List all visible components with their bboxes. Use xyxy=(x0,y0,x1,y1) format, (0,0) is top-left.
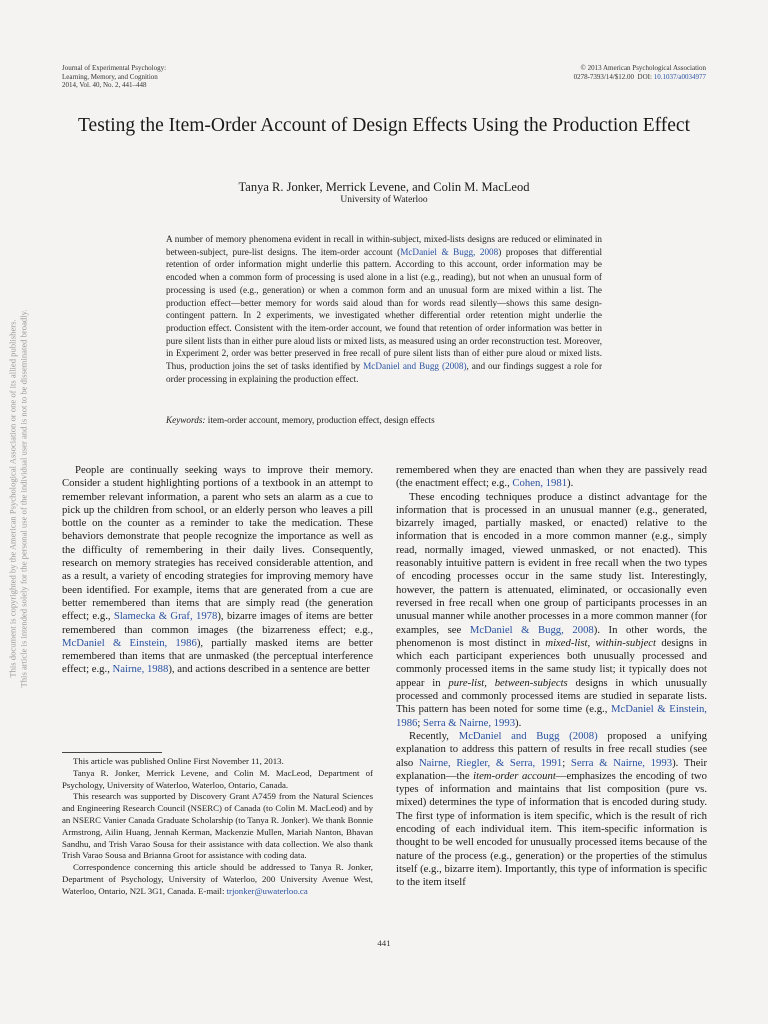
citation-link[interactable]: Serra & Nairne, 1993 xyxy=(423,716,516,729)
citation-link[interactable]: McDaniel & Einstein, 1986 xyxy=(396,703,707,729)
body-text: ), and actions described in a sentence are better xyxy=(168,663,370,676)
footnote-text: Correspondence concerning this article should be addressed to Tanya R. Jonker, Department of Psychology, University of Waterloo, 200 University Avenue West, Waterloo, Ontario, N2L 3G1, Canada. E-mail: xyxy=(62,862,373,896)
body-text: ). xyxy=(515,716,522,729)
body-column-left xyxy=(62,464,373,677)
body-text: ), bizarre images of items are better remembered than common images (the bizarreness effect; e.g., xyxy=(62,610,373,636)
body-paragraph xyxy=(396,491,707,730)
body-paragraph xyxy=(396,730,707,890)
copyright-notice-line: This article is intended solely for the personal use of the individual user and is not to be disseminated broadly. xyxy=(18,309,28,688)
body-text: proposed a unifying explanation to address this pattern of results in free recall studies (see also xyxy=(396,729,707,769)
body-column-right xyxy=(396,464,707,890)
citation-link[interactable]: McDaniel and Bugg (2008) xyxy=(363,361,467,372)
body-text: ). xyxy=(567,477,574,490)
abstract xyxy=(166,233,602,385)
citation-link[interactable]: Slamecka & Graf, 1978 xyxy=(113,610,218,623)
citation-link[interactable]: Serra & Nairne, 1993 xyxy=(570,756,673,769)
emphasis-text: pure-list, between-subjects xyxy=(448,676,568,689)
journal-name: Journal of Experimental Psychology: xyxy=(62,64,167,72)
affiliation: University of Waterloo xyxy=(340,195,428,205)
body-paragraph xyxy=(62,464,373,677)
body-text: designs in which each participant experiences both unusually processed and commonly processed items in the same study list; it typically does not appear in xyxy=(396,636,707,689)
body-text: designs in which unusually processed and commonly processed items are studied in separate lists. This pattern has been noted for some time (e.g., xyxy=(396,676,707,716)
journal-volume: 2014, Vol. 40, No. 2, 441–448 xyxy=(62,81,147,90)
body-text: ), partially masked items are better remembered than items that are unmasked (the perceptual interference effect; e.g., xyxy=(62,636,373,676)
journal-subtitle: Learning, Memory, and Cognition xyxy=(62,72,158,81)
page-number: 441 xyxy=(377,938,391,948)
issn-doi-line xyxy=(574,73,706,82)
citation-link[interactable]: McDaniel & Bugg, 2008 xyxy=(400,246,499,257)
footnotes xyxy=(62,756,373,898)
footnote xyxy=(62,862,373,897)
emphasis-text: mixed-list, within-subject xyxy=(545,636,657,649)
citation-link[interactable]: McDaniel & Einstein, 1986 xyxy=(62,636,197,649)
journal-info xyxy=(62,64,166,90)
citation-link[interactable]: Nairne, Riegler, & Serra, 1991 xyxy=(418,756,563,769)
emphasis-text: item-order account xyxy=(473,769,556,782)
footnote-divider xyxy=(62,752,162,753)
body-paragraph xyxy=(396,464,707,491)
article-title: Testing the Item-Order Account of Design Effects Using the Production Effect xyxy=(77,115,690,136)
copyright-notice xyxy=(8,29,29,969)
footnote: This research was supported by Discovery Grant A7459 from the Natural Sciences and Engineering Research Council (NSERC) of Canada (to Colin M. MacLeod) and by an NSERC Vanier Canada Graduate Scholarship (to Tanya R. Jonker). We thank Bonnie Armstrong, Ailin Huang, Jennah Kerman, Mackenzie Mullen, Mariah Nanton, Bhavan Sandhu, and Trish Varao Sousa for their assistance with data collection. We also thank Trish Varao Sousa and Brianna Groot for assistance with coding data. xyxy=(62,791,373,861)
abstract-text: , and our findings suggest a role for order processing in explaining the production effect. xyxy=(166,361,603,384)
copyright-info xyxy=(574,64,706,81)
doi-link[interactable]: 10.1037/a0034977 xyxy=(653,72,706,81)
citation-link[interactable]: Nairne, 1988 xyxy=(112,663,169,676)
keywords xyxy=(166,414,602,426)
abstract-text: ) proposes that differential retention of order information might underlie this pattern. According to this account, order information may be encoded when a common form of processing is used alone in a list (e.g., reading), but not when an unusual form of processing is used (e.g., generation) or when a common form and an unusual form are mixed within a list. The production effect—better memory for words said aloud than for words read silently—shows this same design-contingent pattern. In 2 experiments, we investigated whether differential order retention might underlie the production effect. Consistent with the item-order account, we found that retention of order information was better in pure silent lists than in either pure aloud lists or mixed lists, as measured using an order reconstruction test. Moreover, in Experiment 2, order was better preserved in free recall of pure silent lists than of either pure aloud or mixed lists. Thus, production joins the set of tasks identified by xyxy=(166,246,602,372)
footnote: Tanya R. Jonker, Merrick Levene, and Colin M. MacLeod, Department of Psychology, University of Waterloo, Waterloo, Ontario, Canada. xyxy=(62,767,373,790)
abstract-text: A number of memory phenomena evident in recall in within-subject, mixed-lists designs are reduced or eliminated in between-subject, pure-list designs. The item-order account ( xyxy=(166,234,602,257)
copyright-line: © 2013 American Psychological Association xyxy=(580,64,706,72)
keywords-text: item-order account, memory, production effect, design effects xyxy=(205,415,435,425)
doi-label: DOI: xyxy=(637,72,652,81)
body-text: ). Their explanation—the xyxy=(396,756,708,782)
citation-link[interactable]: McDaniel & Bugg, 2008 xyxy=(469,623,594,636)
keywords-label: Keywords: xyxy=(166,415,206,425)
issn: 0278-7393/14/$12.00 xyxy=(573,72,635,81)
copyright-notice-line: This document is copyrighted by the American Psychological Association or one of its allied publishers. xyxy=(7,319,18,678)
body-text: ; xyxy=(562,756,571,769)
body-text: People are continually seeking ways to improve their memory. Consider a student highlighting portions of a textbook in an attempt to remember relevant information, a parent who sets an alarm as a cue to pick up the children from school, or an elderly person who leaves a pill bottle on the counter as a reminder to take the medication. These behaviors demonstrate that people recognize the importance as well as the difficulty of remembering in their daily lives. Consequently, research on memory strategies has received considerable attention, and as a result, a variety of encoding strategies for improving memory have been identified. For example, items that are generated from a cue are better remembered than items that are simply read (the generation effect; e.g., xyxy=(62,464,373,623)
body-text: These encoding techniques produce a distinct advantage for the information that is processed in an unusual manner (e.g., generated, bizarrely imaged, partially masked, or enacted) relative to the information that is encoded in a more common manner (e.g., simply read, normally imaged, viewed unmasked, or not enacted). This reasonably intuitive pattern is evident in free recall when the two types of encoding processes occur in the same study list. Interestingly, however, the pattern is attenuated, eliminated, or occasionally even reversed in free recall when one group of participants processes in an unusual manner while another processes in a more common manner (for examples, see xyxy=(396,490,707,636)
body-text: ). In other words, the phenomenon is most distinct in xyxy=(396,623,707,649)
author-list: Tanya R. Jonker, Merrick Levene, and Colin M. MacLeod xyxy=(238,180,530,194)
body-text: ; xyxy=(417,716,424,729)
body-text: —emphasizes the encoding of two types of information and maintains that list composition (pure vs. mixed) determines the type of information that is encoded during study. The first type of information is item specific, which is the result of rich encoding of each individual item. This item-specific information is thought to be well encoded for unusually processed items because of the nature of the process (e.g., generation) or the properties of the stimulus itself (e.g., bizarre item). Importantly, this type of information is specific to the item itself xyxy=(396,769,707,889)
citation-link[interactable]: McDaniel and Bugg (2008) xyxy=(458,729,598,742)
citation-link[interactable]: Cohen, 1981 xyxy=(512,477,568,490)
body-text: Recently, xyxy=(409,729,459,742)
email-link[interactable]: trjonker@uwaterloo.ca xyxy=(226,885,308,896)
footnote: This article was published Online First November 11, 2013. xyxy=(73,756,284,766)
body-text: remembered when they are enacted than when they are passively read (the enactment effect; e.g., xyxy=(396,464,707,490)
